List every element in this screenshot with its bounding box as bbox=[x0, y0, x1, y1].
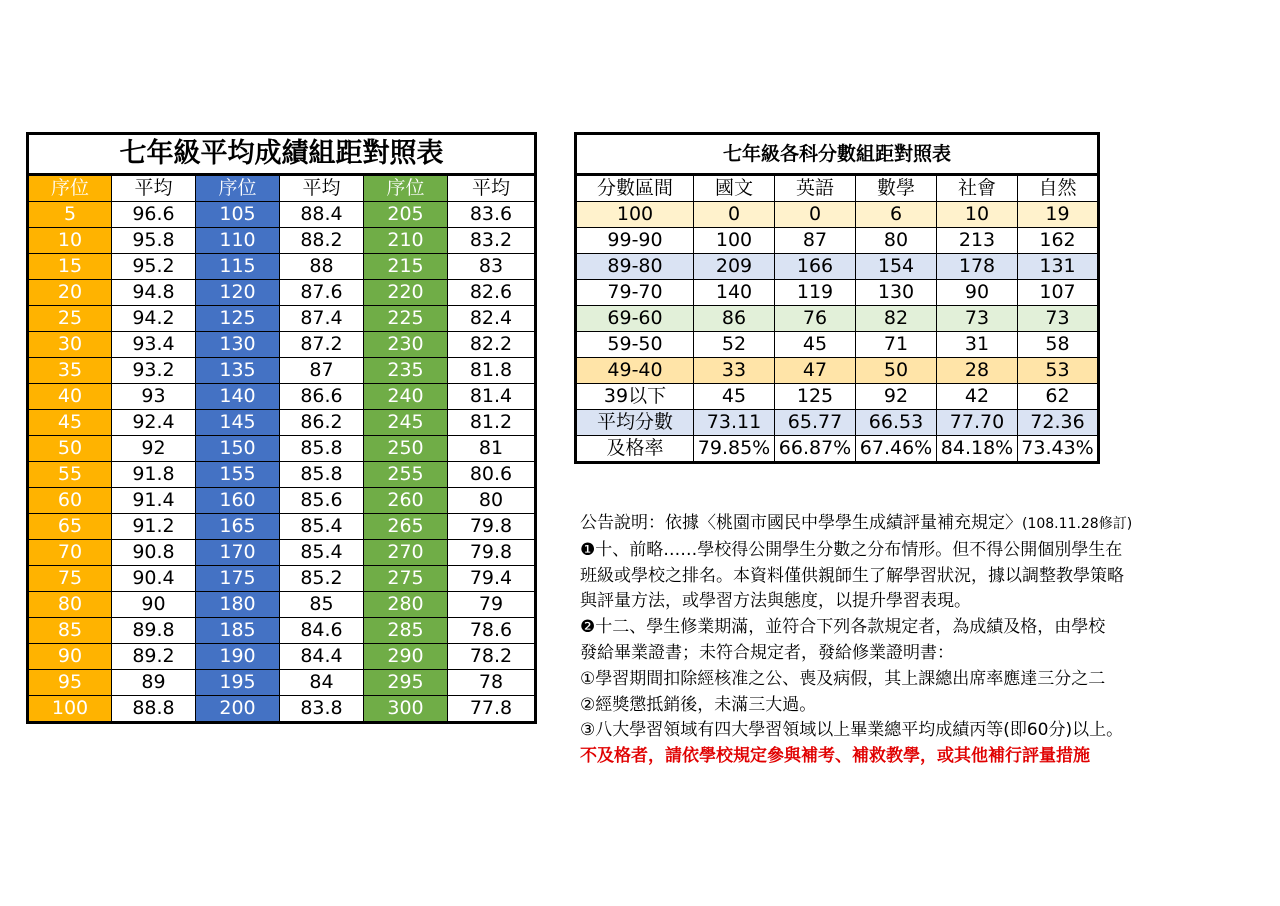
rank-seq-cell: 95 bbox=[28, 670, 112, 696]
subject-count-cell: 166 bbox=[775, 254, 856, 280]
rank-row bbox=[28, 566, 536, 592]
rank-seq-cell: 265 bbox=[364, 514, 448, 540]
rank-row bbox=[28, 540, 536, 566]
rank-seq-cell: 115 bbox=[196, 254, 280, 280]
rank-seq-cell: 235 bbox=[364, 358, 448, 384]
subject-row bbox=[576, 332, 1099, 358]
subject-count-cell: 86 bbox=[694, 306, 775, 332]
rank-seq-cell: 285 bbox=[364, 618, 448, 644]
subject-count-cell: 73.43% bbox=[1018, 436, 1099, 463]
subject-header-cell: 數學 bbox=[856, 175, 937, 202]
rank-avg-cell: 81.2 bbox=[448, 410, 536, 436]
subject-count-cell: 140 bbox=[694, 280, 775, 306]
rank-row bbox=[28, 228, 536, 254]
rank-row bbox=[28, 462, 536, 488]
subject-count-cell: 19 bbox=[1018, 202, 1099, 228]
rank-avg-cell: 85.2 bbox=[280, 566, 364, 592]
rank-avg-cell: 95.2 bbox=[112, 254, 196, 280]
rank-row bbox=[28, 696, 536, 723]
rank-avg-cell: 82.4 bbox=[448, 306, 536, 332]
subject-row bbox=[576, 410, 1099, 436]
rank-seq-cell: 80 bbox=[28, 592, 112, 618]
rank-header-seq: 序位 bbox=[364, 175, 448, 202]
rank-row bbox=[28, 514, 536, 540]
rank-seq-cell: 255 bbox=[364, 462, 448, 488]
subject-header-cell: 英語 bbox=[775, 175, 856, 202]
subject-header-cell: 分數區間 bbox=[576, 175, 694, 202]
rank-row bbox=[28, 358, 536, 384]
rank-avg-cell: 80.6 bbox=[448, 462, 536, 488]
rank-avg-cell: 90.8 bbox=[112, 540, 196, 566]
rank-seq-cell: 295 bbox=[364, 670, 448, 696]
score-range-cell: 89-80 bbox=[576, 254, 694, 280]
subject-count-cell: 65.77 bbox=[775, 410, 856, 436]
subject-count-cell: 52 bbox=[694, 332, 775, 358]
rank-row bbox=[28, 488, 536, 514]
notice-line: ❷十二、學生修業期滿，並符合下列各款規定者，為成績及格，由學校 bbox=[580, 617, 1106, 638]
notice-line: 與評量方法，或學習方法與態度，以提升學習表現。 bbox=[580, 591, 971, 612]
rank-avg-cell: 83.2 bbox=[448, 228, 536, 254]
rank-avg-cell: 89.2 bbox=[112, 644, 196, 670]
rank-seq-cell: 240 bbox=[364, 384, 448, 410]
subject-count-cell: 131 bbox=[1018, 254, 1099, 280]
subject-row bbox=[576, 358, 1099, 384]
subject-count-cell: 33 bbox=[694, 358, 775, 384]
subject-count-cell: 92 bbox=[856, 384, 937, 410]
subject-count-cell: 66.53 bbox=[856, 410, 937, 436]
rank-avg-cell: 81.4 bbox=[448, 384, 536, 410]
rank-avg-cell: 83.8 bbox=[280, 696, 364, 723]
rank-avg-cell: 88.4 bbox=[280, 202, 364, 228]
notice-line: ①學習期間扣除經核准之公、喪及病假，其上課總出席率應達三分之二 bbox=[580, 668, 1106, 689]
rank-avg-cell: 82.6 bbox=[448, 280, 536, 306]
rank-avg-cell: 93.4 bbox=[112, 332, 196, 358]
rank-avg-cell: 85 bbox=[280, 592, 364, 618]
rank-avg-cell: 79.8 bbox=[448, 540, 536, 566]
subject-count-cell: 10 bbox=[937, 202, 1018, 228]
rank-seq-cell: 10 bbox=[28, 228, 112, 254]
score-range-cell: 59-50 bbox=[576, 332, 694, 358]
rank-avg-cell: 86.2 bbox=[280, 410, 364, 436]
rank-avg-cell: 91.2 bbox=[112, 514, 196, 540]
rank-avg-cell: 93.2 bbox=[112, 358, 196, 384]
subject-count-cell: 47 bbox=[775, 358, 856, 384]
score-range-cell: 及格率 bbox=[576, 436, 694, 463]
rank-seq-cell: 100 bbox=[28, 696, 112, 723]
rank-header-avg: 平均 bbox=[280, 175, 364, 202]
rank-seq-cell: 45 bbox=[28, 410, 112, 436]
score-range-cell: 79-70 bbox=[576, 280, 694, 306]
rank-seq-cell: 195 bbox=[196, 670, 280, 696]
subject-count-cell: 80 bbox=[856, 228, 937, 254]
subject-row bbox=[576, 436, 1099, 463]
subject-count-cell: 125 bbox=[775, 384, 856, 410]
subject-count-cell: 28 bbox=[937, 358, 1018, 384]
subject-count-cell: 107 bbox=[1018, 280, 1099, 306]
rank-seq-cell: 20 bbox=[28, 280, 112, 306]
subject-count-cell: 71 bbox=[856, 332, 937, 358]
rank-seq-cell: 165 bbox=[196, 514, 280, 540]
notice-text bbox=[580, 511, 1240, 770]
rank-avg-cell: 79 bbox=[448, 592, 536, 618]
score-range-cell: 69-60 bbox=[576, 306, 694, 332]
subject-count-cell: 90 bbox=[937, 280, 1018, 306]
subject-count-cell: 42 bbox=[937, 384, 1018, 410]
subject-count-cell: 79.85% bbox=[694, 436, 775, 463]
rank-header-seq: 序位 bbox=[196, 175, 280, 202]
subject-count-cell: 162 bbox=[1018, 228, 1099, 254]
subject-count-cell: 154 bbox=[856, 254, 937, 280]
rank-seq-cell: 25 bbox=[28, 306, 112, 332]
rank-avg-cell: 87.2 bbox=[280, 332, 364, 358]
rank-seq-cell: 250 bbox=[364, 436, 448, 462]
subject-count-cell: 62 bbox=[1018, 384, 1099, 410]
rank-seq-cell: 215 bbox=[364, 254, 448, 280]
rank-row bbox=[28, 384, 536, 410]
subject-count-cell: 73 bbox=[937, 306, 1018, 332]
subject-count-cell: 0 bbox=[694, 202, 775, 228]
rank-avg-cell: 86.6 bbox=[280, 384, 364, 410]
subject-count-cell: 82 bbox=[856, 306, 937, 332]
rank-seq-cell: 60 bbox=[28, 488, 112, 514]
rank-avg-cell: 85.4 bbox=[280, 540, 364, 566]
rank-avg-cell: 96.6 bbox=[112, 202, 196, 228]
notice-line: ③八大學習領域有四大學習領域以上畢業總平均成績丙等(即60分)以上。 bbox=[580, 720, 1124, 741]
rank-seq-cell: 245 bbox=[364, 410, 448, 436]
rank-seq-cell: 290 bbox=[364, 644, 448, 670]
rank-header-avg: 平均 bbox=[112, 175, 196, 202]
rank-seq-cell: 35 bbox=[28, 358, 112, 384]
notice-line: 班級或學校之排名。本資料僅供親師生了解學習狀況，據以調整教學策略 bbox=[580, 565, 1124, 586]
rank-header-avg: 平均 bbox=[448, 175, 536, 202]
subject-count-cell: 73 bbox=[1018, 306, 1099, 332]
rank-avg-cell: 85.8 bbox=[280, 462, 364, 488]
rank-row bbox=[28, 436, 536, 462]
rank-row bbox=[28, 410, 536, 436]
rank-avg-cell: 89.8 bbox=[112, 618, 196, 644]
subject-header-cell: 自然 bbox=[1018, 175, 1099, 202]
subject-count-cell: 76 bbox=[775, 306, 856, 332]
rank-avg-cell: 91.8 bbox=[112, 462, 196, 488]
subject-row bbox=[576, 228, 1099, 254]
rank-avg-cell: 87 bbox=[280, 358, 364, 384]
subject-count-cell: 130 bbox=[856, 280, 937, 306]
rank-seq-cell: 85 bbox=[28, 618, 112, 644]
rank-seq-cell: 120 bbox=[196, 280, 280, 306]
rank-row bbox=[28, 592, 536, 618]
subject-count-cell: 45 bbox=[775, 332, 856, 358]
rank-seq-cell: 205 bbox=[364, 202, 448, 228]
rank-avg-cell: 87.4 bbox=[280, 306, 364, 332]
rank-avg-cell: 87.6 bbox=[280, 280, 364, 306]
subject-header-cell: 社會 bbox=[937, 175, 1018, 202]
rank-avg-cell: 94.8 bbox=[112, 280, 196, 306]
rank-header-row bbox=[28, 175, 536, 202]
rank-seq-cell: 75 bbox=[28, 566, 112, 592]
subject-count-cell: 72.36 bbox=[1018, 410, 1099, 436]
rank-seq-cell: 270 bbox=[364, 540, 448, 566]
rank-avg-cell: 85.8 bbox=[280, 436, 364, 462]
subject-count-cell: 178 bbox=[937, 254, 1018, 280]
rank-seq-cell: 160 bbox=[196, 488, 280, 514]
rank-row bbox=[28, 670, 536, 696]
score-range-cell: 99-90 bbox=[576, 228, 694, 254]
rank-seq-cell: 70 bbox=[28, 540, 112, 566]
rank-avg-cell: 77.8 bbox=[448, 696, 536, 723]
rank-seq-cell: 180 bbox=[196, 592, 280, 618]
subject-count-cell: 77.70 bbox=[937, 410, 1018, 436]
rank-row bbox=[28, 618, 536, 644]
score-range-cell: 100 bbox=[576, 202, 694, 228]
rank-avg-cell: 79.4 bbox=[448, 566, 536, 592]
rank-avg-cell: 84.4 bbox=[280, 644, 364, 670]
notice-heading bbox=[580, 511, 1240, 538]
rank-seq-cell: 260 bbox=[364, 488, 448, 514]
subject-count-cell: 53 bbox=[1018, 358, 1099, 384]
rank-seq-cell: 105 bbox=[196, 202, 280, 228]
rank-seq-cell: 170 bbox=[196, 540, 280, 566]
rank-avg-cell: 88.8 bbox=[112, 696, 196, 723]
rank-seq-cell: 50 bbox=[28, 436, 112, 462]
rank-avg-cell: 84 bbox=[280, 670, 364, 696]
rank-avg-cell: 91.4 bbox=[112, 488, 196, 514]
subject-count-cell: 209 bbox=[694, 254, 775, 280]
rank-table-title: 七年級平均成績組距對照表 bbox=[28, 134, 536, 175]
rank-seq-cell: 155 bbox=[196, 462, 280, 488]
subject-score-table bbox=[574, 132, 1100, 464]
rank-seq-cell: 200 bbox=[196, 696, 280, 723]
rank-avg-cell: 78.6 bbox=[448, 618, 536, 644]
rank-seq-cell: 130 bbox=[196, 332, 280, 358]
subject-count-cell: 100 bbox=[694, 228, 775, 254]
rank-seq-cell: 135 bbox=[196, 358, 280, 384]
subject-header-row bbox=[576, 175, 1099, 202]
rank-seq-cell: 65 bbox=[28, 514, 112, 540]
subject-table-title: 七年級各科分數組距對照表 bbox=[576, 134, 1099, 175]
rank-avg-cell: 81 bbox=[448, 436, 536, 462]
rank-avg-cell: 90 bbox=[112, 592, 196, 618]
rank-avg-cell: 81.8 bbox=[448, 358, 536, 384]
subject-row bbox=[576, 384, 1099, 410]
subject-count-cell: 0 bbox=[775, 202, 856, 228]
subject-row bbox=[576, 280, 1099, 306]
rank-seq-cell: 220 bbox=[364, 280, 448, 306]
rank-seq-cell: 280 bbox=[364, 592, 448, 618]
rank-seq-cell: 140 bbox=[196, 384, 280, 410]
subject-row bbox=[576, 306, 1099, 332]
notice-line: ❶十、前略……學校得公開學生分數之分布情形。但不得公開個別學生在 bbox=[580, 539, 1123, 560]
notice-warning: 不及格者，請依學校規定參與補考、補救教學，或其他補行評量措施 bbox=[580, 746, 1090, 767]
rank-seq-cell: 210 bbox=[364, 228, 448, 254]
rank-avg-cell: 90.4 bbox=[112, 566, 196, 592]
subject-count-cell: 6 bbox=[856, 202, 937, 228]
rank-seq-cell: 30 bbox=[28, 332, 112, 358]
rank-avg-cell: 82.2 bbox=[448, 332, 536, 358]
rank-row bbox=[28, 202, 536, 228]
subject-header-cell: 國文 bbox=[694, 175, 775, 202]
rank-seq-cell: 110 bbox=[196, 228, 280, 254]
rank-seq-cell: 230 bbox=[364, 332, 448, 358]
notice-heading-main: 公告說明：依據〈桃園市國民中學學生成績評量補充規定〉 bbox=[580, 513, 1022, 533]
subject-count-cell: 84.18% bbox=[937, 436, 1018, 463]
score-range-cell: 49-40 bbox=[576, 358, 694, 384]
rank-avg-cell: 85.4 bbox=[280, 514, 364, 540]
notice-line: ②經獎懲抵銷後，未滿三大過。 bbox=[580, 694, 817, 715]
subject-count-cell: 66.87% bbox=[775, 436, 856, 463]
rank-seq-cell: 125 bbox=[196, 306, 280, 332]
rank-seq-cell: 190 bbox=[196, 644, 280, 670]
subject-row bbox=[576, 202, 1099, 228]
rank-row bbox=[28, 280, 536, 306]
subject-count-cell: 31 bbox=[937, 332, 1018, 358]
rank-avg-cell: 93 bbox=[112, 384, 196, 410]
rank-seq-cell: 90 bbox=[28, 644, 112, 670]
rank-avg-cell: 80 bbox=[448, 488, 536, 514]
subject-count-cell: 67.46% bbox=[856, 436, 937, 463]
rank-seq-cell: 225 bbox=[364, 306, 448, 332]
score-range-cell: 39以下 bbox=[576, 384, 694, 410]
rank-avg-cell: 83.6 bbox=[448, 202, 536, 228]
rank-avg-cell: 88 bbox=[280, 254, 364, 280]
rank-seq-cell: 15 bbox=[28, 254, 112, 280]
rank-seq-cell: 185 bbox=[196, 618, 280, 644]
subject-count-cell: 213 bbox=[937, 228, 1018, 254]
subject-count-cell: 58 bbox=[1018, 332, 1099, 358]
notice-heading-date: (108.11.28修訂) bbox=[1022, 516, 1133, 532]
rank-seq-cell: 145 bbox=[196, 410, 280, 436]
subject-count-cell: 119 bbox=[775, 280, 856, 306]
rank-row bbox=[28, 306, 536, 332]
rank-avg-cell: 92 bbox=[112, 436, 196, 462]
score-range-cell: 平均分數 bbox=[576, 410, 694, 436]
rank-avg-cell: 88.2 bbox=[280, 228, 364, 254]
rank-seq-cell: 275 bbox=[364, 566, 448, 592]
rank-header-seq: 序位 bbox=[28, 175, 112, 202]
rank-seq-cell: 150 bbox=[196, 436, 280, 462]
rank-avg-cell: 92.4 bbox=[112, 410, 196, 436]
rank-seq-cell: 175 bbox=[196, 566, 280, 592]
rank-avg-cell: 94.2 bbox=[112, 306, 196, 332]
rank-avg-cell: 89 bbox=[112, 670, 196, 696]
rank-row bbox=[28, 332, 536, 358]
rank-seq-cell: 40 bbox=[28, 384, 112, 410]
rank-score-table bbox=[26, 132, 537, 724]
rank-seq-cell: 5 bbox=[28, 202, 112, 228]
rank-row bbox=[28, 644, 536, 670]
rank-avg-cell: 84.6 bbox=[280, 618, 364, 644]
subject-count-cell: 87 bbox=[775, 228, 856, 254]
rank-avg-cell: 78.2 bbox=[448, 644, 536, 670]
rank-seq-cell: 55 bbox=[28, 462, 112, 488]
rank-avg-cell: 78 bbox=[448, 670, 536, 696]
rank-seq-cell: 300 bbox=[364, 696, 448, 723]
subject-row bbox=[576, 254, 1099, 280]
rank-avg-cell: 79.8 bbox=[448, 514, 536, 540]
notice-line: 發給畢業證書；未符合規定者，發給修業證明書： bbox=[580, 642, 954, 663]
subject-count-cell: 50 bbox=[856, 358, 937, 384]
subject-count-cell: 45 bbox=[694, 384, 775, 410]
subject-count-cell: 73.11 bbox=[694, 410, 775, 436]
rank-avg-cell: 85.6 bbox=[280, 488, 364, 514]
rank-avg-cell: 83 bbox=[448, 254, 536, 280]
rank-avg-cell: 95.8 bbox=[112, 228, 196, 254]
rank-row bbox=[28, 254, 536, 280]
